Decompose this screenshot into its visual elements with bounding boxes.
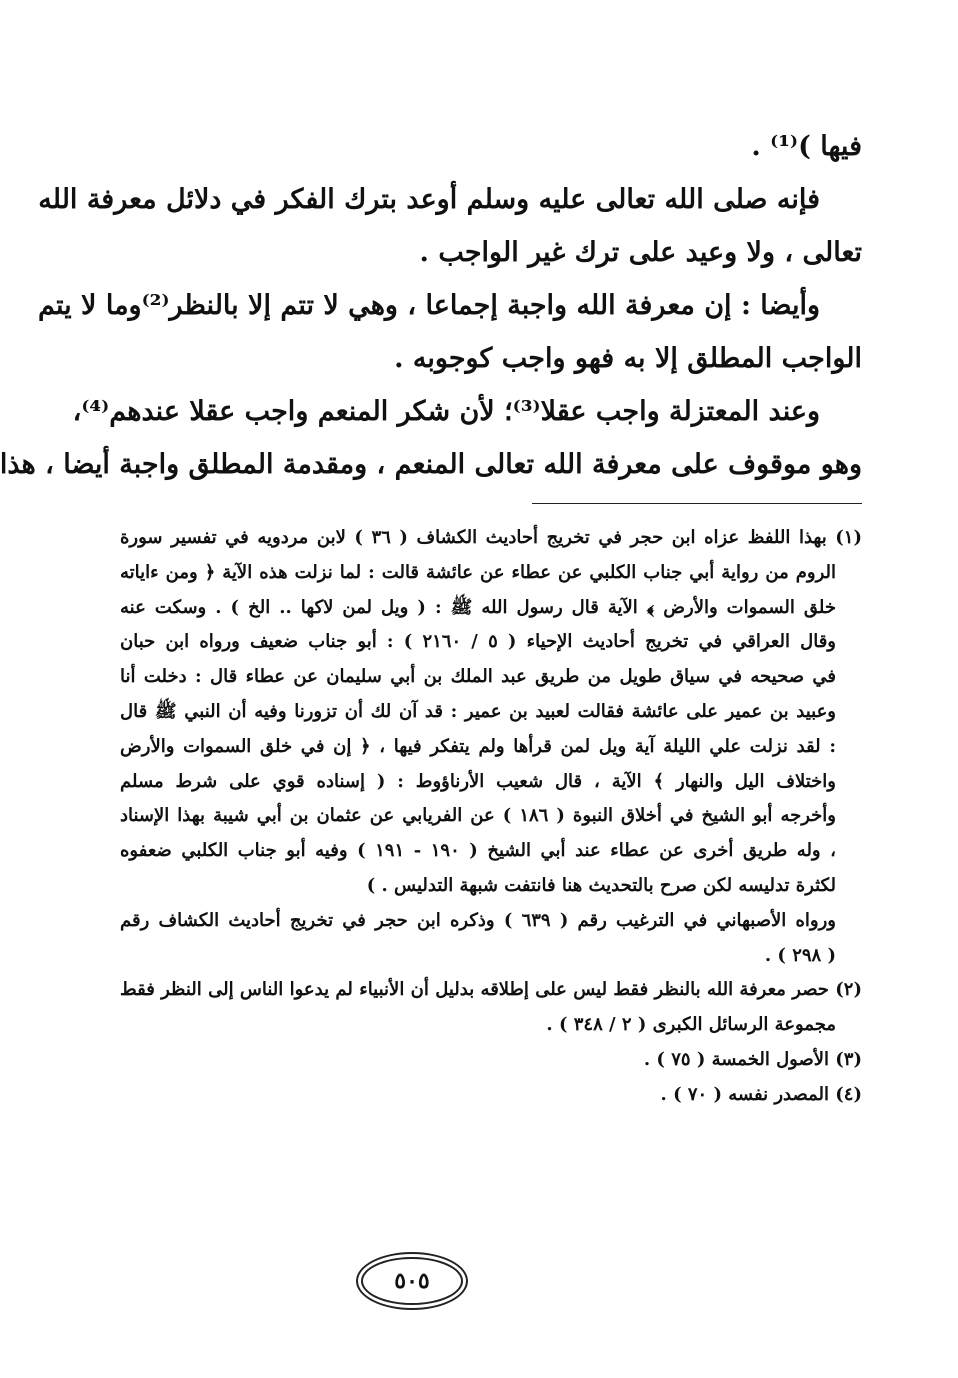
page-number: ٥٠٥ <box>361 1257 463 1305</box>
footnote-line: خلق السموات والأرض ﴾ الآية قال رسول الله ﷺ : ( ويل لمن لاكها .. الخ ) . وسكت عنه <box>120 596 836 618</box>
footnote-line: (٣) الأصول الخمسة ( ٧٥ ) . <box>643 1048 862 1070</box>
main-line: وهو موقوف على معرفة الله تعالى المنعم ، ومقدمة المطلق واجبة أيضا ، هذا <box>0 449 862 480</box>
footnotes <box>120 521 862 1113</box>
footnote-line: وأخرجه أبو الشيخ في أخلاق النبوة ( ١٨٦ ) عن الفريابي عن عثمان بن أبي شيبة بهذا الإسناد <box>120 805 836 827</box>
footnote-line: ( ٢٩٨ ) . <box>764 944 836 966</box>
main-text <box>0 120 862 491</box>
main-line: الواجب المطلق إلا به فهو واجب كوجوبه . <box>394 343 862 374</box>
main-line: فيها )⁽¹⁾ . <box>751 131 862 162</box>
main-line: فإنه صلى الله تعالى عليه وسلم أوعد بترك الفكر في دلائل معرفة الله <box>38 184 820 215</box>
footnote-line: لكثرة تدليسه لكن صرح بالتحديث هنا فانتفت شبهة التدليس . ) <box>366 874 836 896</box>
footnote-line: (٢) حصر معرفة الله بالنظر فقط ليس على إطلاقه بدليل أن الأنبياء لم يدعوا الناس إلى النظر فقط <box>120 979 862 1001</box>
main-line: وعند المعتزلة واجب عقلا⁽³⁾؛ لأن شكر المنعم واجب عقلا عندهم⁽⁴⁾، <box>72 396 820 427</box>
footnote-line: مجموعة الرسائل الكبرى ( ٢ / ٣٤٨ ) . <box>546 1014 836 1036</box>
footnote-line: وعبيد بن عمير على عائشة فقالت لعبيد بن عمير : قد آن لك أن تزورنا وفيه أن النبي ﷺ قال <box>120 700 836 722</box>
footnote-line: واختلاف اليل والنهار ﴾ الآية ، قال شعيب الأرناؤوط : ( إسناده قوي على شرط مسلم <box>120 770 837 792</box>
footnote-line: ورواه الأصبهاني في الترغيب رقم ( ٦٣٩ ) وذكره ابن حجر في تخريج أحاديث الكشاف رقم <box>120 909 836 931</box>
footnote-line: (٤) المصدر نفسه ( ٧٠ ) . <box>660 1083 862 1105</box>
main-line: تعالى ، ولا وعيد على ترك غير الواجب . <box>419 237 862 268</box>
footnote-line: : لقد نزلت علي الليلة آية ويل لمن قرأها ولم يتفكر فيها ، ﴿ إن في خلق السموات والأرض <box>120 735 836 757</box>
footnote-line: ، وله طريق أخرى عن عطاء عند أبي الشيخ ( ١٩٠ - ١٩١ ) وفيه أبو جناب الكلبي ضعفوه <box>120 840 836 862</box>
footnote-line: (١) بهذا اللفظ عزاه ابن حجر في تخريج أحاديث الكشاف ( ٣٦ ) لابن مردويه في تفسير سورة <box>120 527 862 548</box>
footnote-line: وقال العراقي في تخريج أحاديث الإحياء ( ٥ / ٢١٦٠ ) : أبو جناب ضعيف ورواه ابن حبان <box>120 631 837 653</box>
main-line: وأيضا : إن معرفة الله واجبة إجماعا ، وهي لا تتم إلا بالنظر⁽²⁾وما لا يتم <box>38 290 820 321</box>
footnote-divider <box>532 503 862 504</box>
footnote-line: في صحيحه في سياق طويل من طريق عبد الملك بن أبي سليمان عن عطاء قال : دخلت أنا <box>120 666 836 688</box>
footnote-line: الروم من رواية أبي جناب الكلبي عن عطاء عن عائشة قالت : لما نزلت هذه الآية ﴿ ومن ءاياته <box>120 561 836 583</box>
